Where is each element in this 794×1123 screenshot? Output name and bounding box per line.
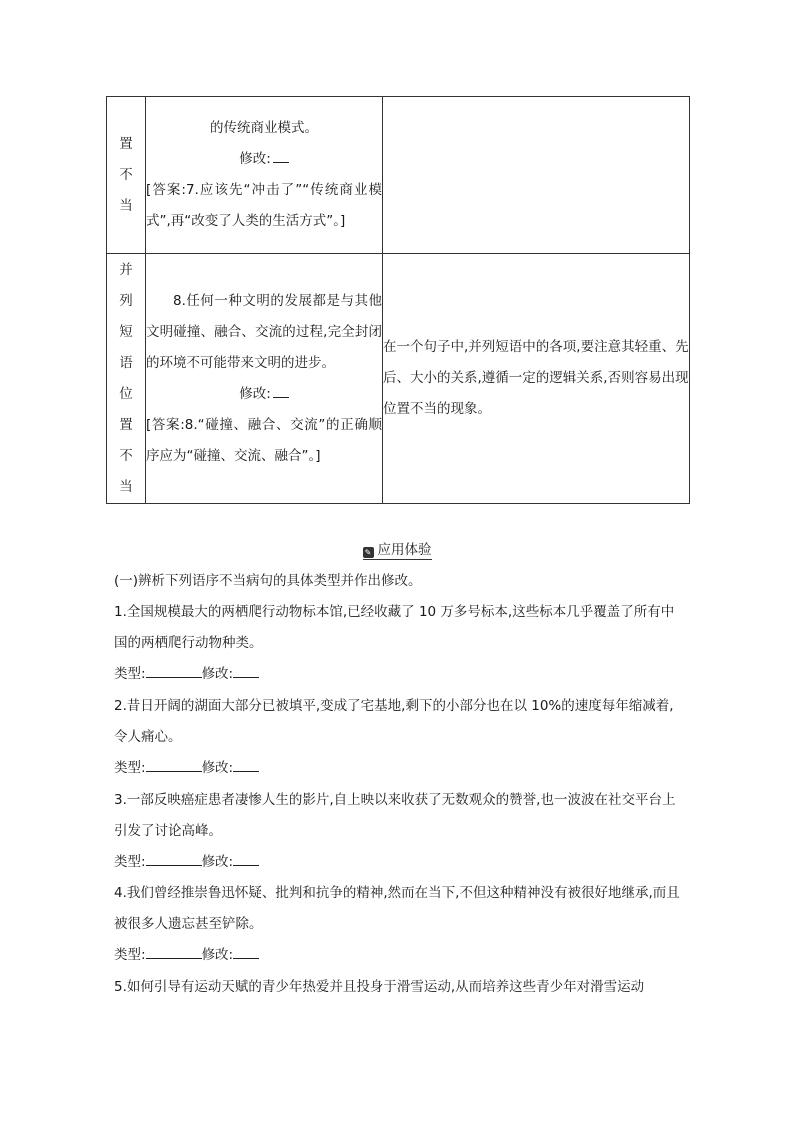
category-char: 当 (119, 197, 133, 214)
answer-text: [答案:7.应该先“冲击了”“传统商业模式”,再“改变了人类的生活方式”。] (146, 182, 382, 229)
edit-icon: ✎ (363, 547, 374, 558)
category-char: 语 (119, 354, 133, 371)
note-cell: 在一个句子中,并列短语中的各项,要注意其轻重、先后、大小的关系,遵循一定的逻辑关系,否则容易出现位置不当的现象。 (383, 254, 690, 504)
answer-line: 类型: 修改: (114, 659, 686, 690)
edit-blank[interactable] (233, 851, 259, 866)
category-char: 短 (119, 323, 133, 340)
question-2: 2.昔日开阔的湖面大部分已被填平,变成了宅基地,剩下的小部分也在以 10%的速度每年缩减着,令人痛心。 (114, 698, 674, 745)
category-cell (107, 97, 146, 254)
type-blank[interactable] (146, 944, 202, 959)
section-title-text: 应用体验 (377, 542, 432, 558)
answer-line: 类型: 修改: (114, 847, 686, 878)
category-char: 并 (119, 261, 133, 278)
category-char: 位 (119, 385, 133, 402)
edit-blank[interactable] (233, 663, 259, 678)
category-char: 置 (119, 135, 133, 152)
category-char: 不 (119, 166, 133, 183)
section-title (0, 538, 794, 558)
category-char: 列 (119, 292, 133, 309)
edit-blank[interactable] (233, 757, 259, 772)
answer-line: 类型: 修改: (114, 940, 686, 971)
table-row (107, 254, 690, 504)
category-char: 置 (119, 416, 133, 433)
example-text: 的传统商业模式。 (210, 120, 318, 136)
edit-prompt: 修改: (146, 144, 382, 175)
note-cell (383, 97, 690, 254)
answer-line: 类型: 修改: (114, 753, 686, 784)
type-blank[interactable] (146, 757, 202, 772)
example-cell (146, 97, 383, 254)
question-4: 4.我们曾经推崇鲁迅怀疑、批判和抗争的精神,然而在当下,不但这种精神没有被很好地继承,而且被很多人遗忘甚至铲除。 (114, 885, 680, 932)
category-cell (107, 254, 146, 504)
example-cell (146, 254, 383, 504)
edit-blank[interactable] (273, 148, 289, 163)
edit-blank[interactable] (233, 944, 259, 959)
instructions: (一)辨析下列语序不当病句的具体类型并作出修改。 (114, 573, 422, 589)
type-blank[interactable] (146, 851, 202, 866)
question-5: 5.如何引导有运动天赋的青少年热爱并且投身于滑雪运动,从而培养这些青少年对滑雪运动 (114, 979, 645, 995)
question-3: 3.一部反映癌症患者凄惨人生的影片,自上映以来收获了无数观众的赞誉,也一波波在社交平台上引发了讨论高峰。 (114, 792, 676, 839)
table-row (107, 97, 690, 254)
type-blank[interactable] (146, 663, 202, 678)
example-text: 8.任何一种文明的发展都是与其他文明碰撞、融合、交流的过程,完全封闭的环境不可能带来文明的进步。 (146, 292, 382, 371)
edit-blank[interactable] (273, 383, 289, 398)
category-char: 不 (119, 447, 133, 464)
edit-prompt: 修改: (146, 379, 382, 410)
grammar-table (106, 96, 690, 504)
answer-text: [答案:8.“碰撞、融合、交流”的正确顺序应为“碰撞、交流、融合”。] (146, 416, 382, 464)
category-char: 当 (119, 478, 133, 495)
question-1: 1.全国规模最大的两栖爬行动物标本馆,已经收藏了 10 万多号标本,这些标本几乎覆盖了所有中国的两栖爬行动物种类。 (114, 604, 675, 651)
